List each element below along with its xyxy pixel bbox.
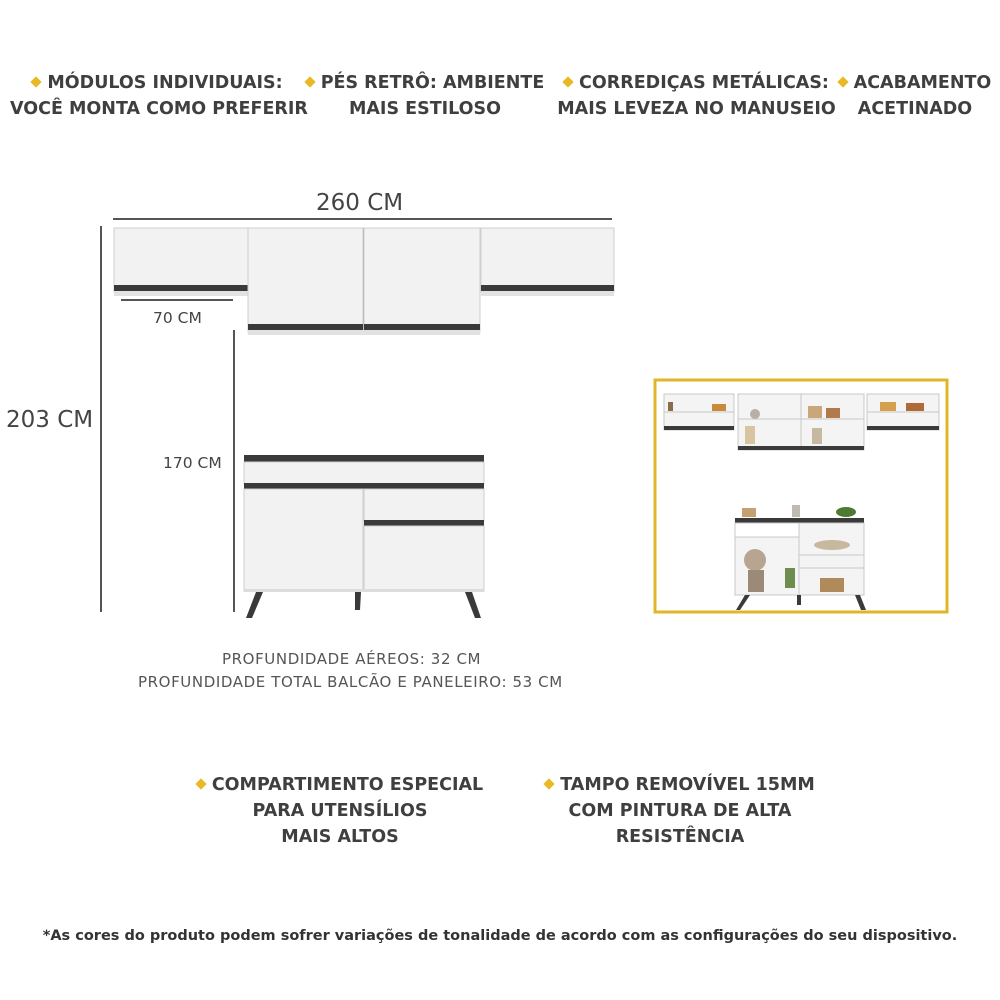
depth-note-total: PROFUNDIDADE TOTAL BALCÃO E PANELEIRO: 53 CM — [138, 673, 563, 691]
feature-tampo-line2: COM PINTURA DE ALTA — [568, 801, 792, 821]
feature-pes-line1: PÉS RETRÔ: AMBIENTE — [320, 73, 545, 93]
photo-base-cabinet — [735, 505, 866, 610]
base-cabinet — [244, 455, 484, 618]
leg-left — [246, 592, 263, 618]
base-door-right — [364, 526, 484, 591]
upper-cabinet-center-right — [364, 228, 480, 332]
feature-tampo-line3: RESISTÊNCIA — [615, 827, 745, 847]
feature-tampo — [535, 772, 825, 850]
base-drawer-top — [244, 462, 484, 484]
feature-compartimento-line2: PARA UTENSÍLIOS — [252, 801, 428, 821]
feature-corredicas-line2: MAIS LEVEZA NO MANUSEIO — [557, 99, 836, 119]
leg-right — [465, 592, 481, 618]
feature-modulos-line2: VOCÊ MONTA COMO PREFERIR — [10, 99, 308, 119]
diamond-bullet-icon — [544, 778, 555, 789]
feature-modulos-line1: MÓDULOS INDIVIDUAIS: — [47, 73, 283, 93]
depth-note-aereos: PROFUNDIDADE AÉREOS: 32 CM — [222, 650, 482, 668]
feature-compartimento — [190, 772, 490, 850]
upper-cabinet-left — [114, 228, 248, 292]
upper-cabinet-right — [481, 228, 614, 292]
feature-acabamento-line2: ACETINADO — [857, 99, 973, 119]
feature-corredicas-line1: CORREDIÇAS METÁLICAS: — [579, 73, 829, 93]
upper-cabinet-left-handle — [114, 285, 248, 291]
color-disclaimer: *As cores do produto podem sofrer variações de tonalidade de acordo com as configurações do seu dispositivo. — [42, 928, 958, 944]
feature-compartimento-line1: COMPARTIMENTO ESPECIAL — [211, 775, 484, 795]
upper-cabinet-right-handle — [481, 285, 614, 291]
countertop — [244, 455, 484, 462]
gap-label: 70 CM — [153, 309, 202, 327]
feature-pes-line2: MAIS ESTILOSO — [348, 99, 502, 119]
leg-center — [355, 592, 361, 610]
base-drawer-right — [364, 489, 484, 521]
feature-acabamento-line1: ACABAMENTO — [853, 73, 992, 93]
diamond-bullet-icon — [195, 778, 206, 789]
lower-height-label: 170 CM — [163, 454, 222, 472]
base-drawer-right-handle — [364, 520, 484, 526]
base-drawer-handle — [244, 483, 484, 489]
upper-cabinet-center-left — [248, 228, 363, 332]
base-door-left — [244, 489, 363, 591]
feature-compartimento-line3: MAIS ALTOS — [281, 827, 399, 847]
height-total-label: 203 CM — [6, 407, 94, 433]
feature-tampo-line1: TAMPO REMOVÍVEL 15MM — [560, 775, 815, 795]
width-total-label: 260 CM — [316, 190, 404, 216]
